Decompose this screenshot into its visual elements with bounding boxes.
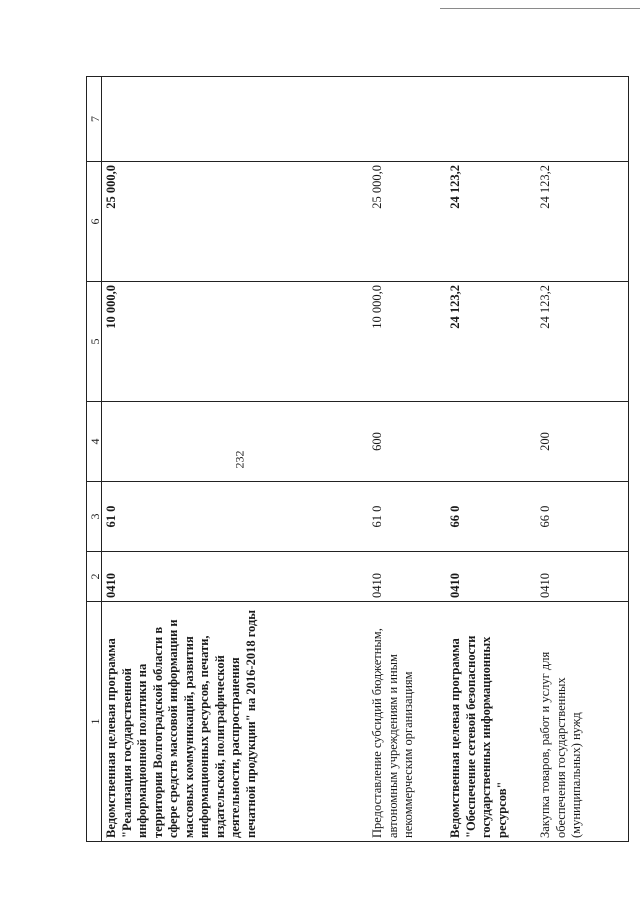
row-sum-1: 24 123,2 xyxy=(446,282,536,402)
col-header-2: 2 xyxy=(87,552,102,602)
table-row xyxy=(102,77,369,842)
row-code: 0410 xyxy=(102,552,369,602)
row-code: 0410 xyxy=(368,552,446,602)
row-sum-1: 10 000,0 xyxy=(368,282,446,402)
page-number: 232 xyxy=(232,450,247,469)
row-name: Закупка товаров, работ и услуг для обеспечения государственных (муниципальных) нужд xyxy=(536,602,629,842)
row-type xyxy=(102,402,369,482)
row-program: 61 0 xyxy=(102,482,369,552)
row-sum-3 xyxy=(536,77,629,162)
row-sum-1: 24 123,2 xyxy=(536,282,629,402)
row-name: Ведомственная целевая программа "Реализация государственной информационной политики на территории Волгоградской области в сфере средств массовой информации и массовых коммуникаций, развития информационных ресурсов, печати, издательской, полиграфической деятельности, распространения печатной продукции" на 2016-2018 годы xyxy=(102,602,369,842)
row-program: 66 0 xyxy=(446,482,536,552)
budget-table-rotated xyxy=(86,77,632,842)
row-sum-3 xyxy=(102,77,369,162)
row-sum-3 xyxy=(368,77,446,162)
row-sum-1: 10 000,0 xyxy=(102,282,369,402)
budget-table xyxy=(86,76,629,842)
row-sum-2: 24 123,2 xyxy=(536,162,629,282)
row-name: Ведомственная целевая программа "Обеспечение сетевой безопасности государственных информационных ресурсов" xyxy=(446,602,536,842)
row-sum-2: 25 000,0 xyxy=(102,162,369,282)
col-header-6: 6 xyxy=(87,162,102,282)
table-row xyxy=(446,77,536,842)
row-type: 200 xyxy=(536,402,629,482)
top-rule xyxy=(440,8,640,9)
table-row xyxy=(536,77,629,842)
col-header-4: 4 xyxy=(87,402,102,482)
row-name: Предоставление субсидий бюджетным, автономным учреждениям и иным некоммерческим организациям xyxy=(368,602,446,842)
row-code: 0410 xyxy=(536,552,629,602)
row-program: 66 0 xyxy=(536,482,629,552)
col-header-3: 3 xyxy=(87,482,102,552)
row-type: 600 xyxy=(368,402,446,482)
row-code: 0410 xyxy=(446,552,536,602)
column-number-row xyxy=(87,77,102,842)
row-sum-2: 25 000,0 xyxy=(368,162,446,282)
col-header-5: 5 xyxy=(87,282,102,402)
row-type xyxy=(446,402,536,482)
table-row xyxy=(368,77,446,842)
row-sum-2: 24 123,2 xyxy=(446,162,536,282)
col-header-7: 7 xyxy=(87,77,102,162)
col-header-1: 1 xyxy=(87,602,102,842)
row-program: 61 0 xyxy=(368,482,446,552)
row-sum-3 xyxy=(446,77,536,162)
